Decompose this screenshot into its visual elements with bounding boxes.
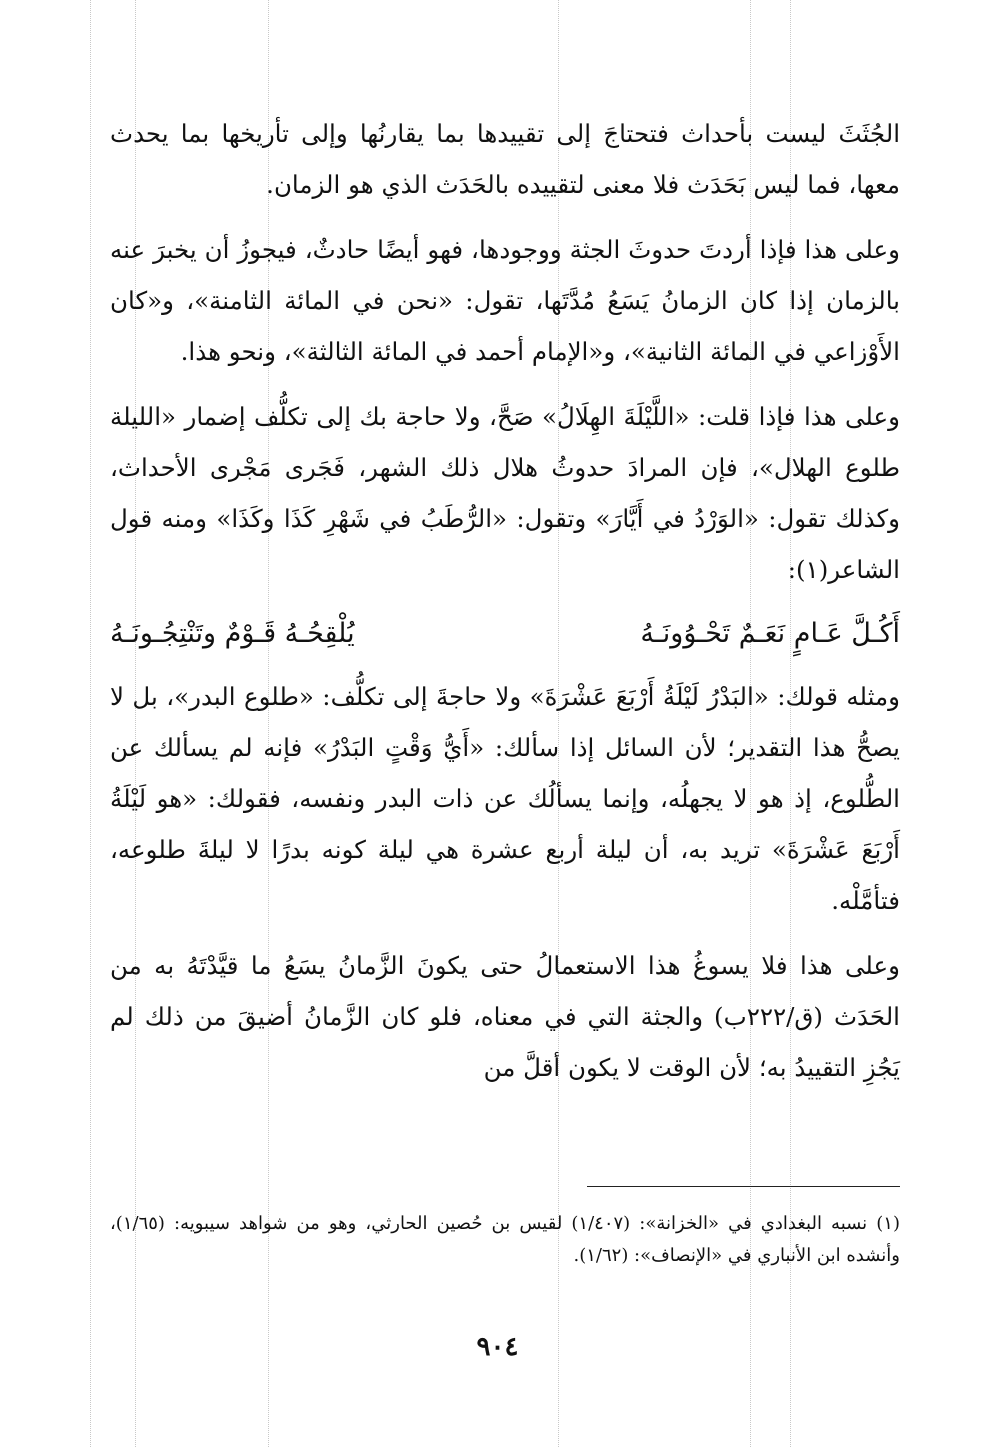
page-number: ٩٠٤ — [476, 1332, 519, 1362]
scan-guide-line — [90, 0, 91, 1447]
paragraph: الجُثَثَ ليست بأحداث فتحتاجَ إلى تقييدها بما يقارنُها وإلى تأريخها بما يحدث معها، فما ليس بَحَدَث فلا معنى لتقييده بالحَدَث الذي هو الزمان. — [110, 119, 900, 199]
page-body — [110, 108, 900, 1107]
verse-first-hemistich: أَكُـلَّ عَـامٍ نَعَـمٌ تَحْـوُونَـهُ — [640, 618, 900, 649]
paragraph: وعلى هذا فإذا قلت: «اللَّيْلَةَ الهِلَالُ» صَحَّ، ولا حاجة بك إلى تكلُّف إضمار «الليلة طلوع الهلال»، فإن المرادَ حدوثُ هلال ذلك الشهر، فَجَرى مَجْرى الأحداث، وكذلك تقول: «الوَرْدُ في أَيَّارَ» وتقول: «الرُّطَبُ في شَهْرِ كَذَا وكَذَا» ومنه قول الشاعر(١): — [110, 402, 900, 584]
paragraph: وعلى هذا فإذا أردتَ حدوثَ الجثة ووجودها، فهو أيضًا حادثٌ، فيجوزُ أن يخبرَ عنه بالزمان إذا كان الزمانُ يَسَعُ مُدَّتَها، تقول: «نحن في المائة الثامنة»، و«كان الأَوْزاعي في المائة الثانية»، و«الإمام أحمد في المائة الثالثة»، ونحو هذا. — [110, 235, 900, 366]
paragraph: وعلى هذا فلا يسوغُ هذا الاستعمالُ حتى يكونَ الزَّمانُ يسَعُ ما قيَّدْتَهُ به من الحَدَث (ق/٢٢٢ب) والجثة التي في معناه، فلو كان الزَّمانُ أضيقَ من ذلك لم يَجُزِ التقييدُ به؛ لأن الوقت لا يكون أقلَّ من — [110, 951, 900, 1082]
footnote: (١) نسبه البغدادي في «الخزانة»: (١/٤٠٧) لقيس بن حُصين الحارثي، وهو من شواهد سيبويه: (١/٦٥)، وأنشده ابن الأنباري في «الإنصاف»: (١/٦٢). — [110, 1213, 900, 1266]
paragraph: ومثله قولك: «البَدْرُ لَيْلَةُ أَرْبَعَ عَشْرَةَ» ولا حاجةَ إلى تكلُّف: «طلوع البدر»، بل لا يصحُّ هذا التقدير؛ لأن السائل إذا سألك: «أَيُّ وَقْتٍ البَدْرُ» فإنه لم يسألك عن الطُّلوع، إذ هو لا يجهلُه، وإنما يسألُك عن ذات البدر ونفسه، فقولك: «هو لَيْلَةُ أَرْبَعَ عَشْرَةَ» تريد به، أن ليلة أربع عشرة هي ليلة كونه بدرًا لا ليلةَ طلوعه، فتأمَّلْه. — [110, 682, 900, 915]
verse-second-hemistich: يُلْقِحُـهُ قَـوْمٌ وتَنْتِجُـونَـهُ — [110, 618, 355, 649]
poetry-verse — [110, 609, 900, 659]
footnote-separator — [587, 1186, 900, 1187]
